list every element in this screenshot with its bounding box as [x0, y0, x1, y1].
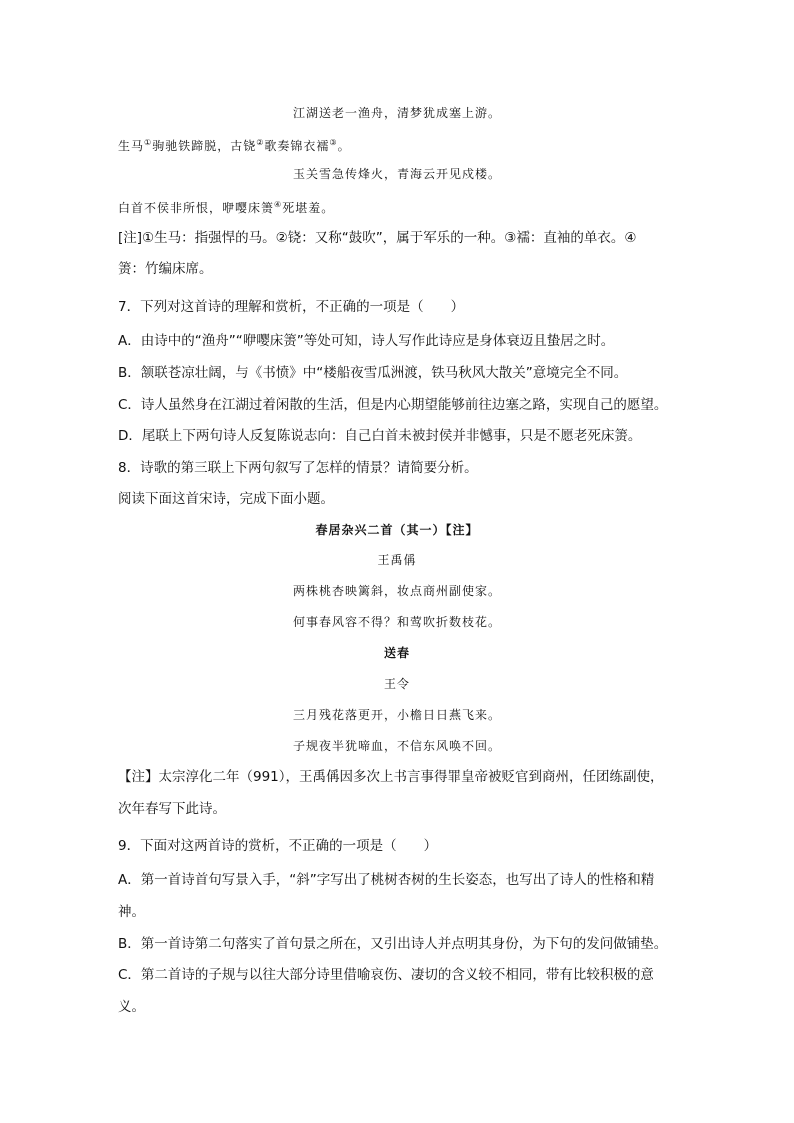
q7-option-b: B．颔联苍凉壮阔，与《书愤》中“楼船夜雪瓜洲渡，铁马秋风大散关”意境完全不同。 [118, 365, 628, 381]
poem1-author: 王禹偁 [377, 553, 417, 567]
question-9: 9．下面对这两首诗的赏析，不正确的一项是（ ） [118, 838, 438, 854]
q9-option-c-line2: 义。 [118, 999, 145, 1015]
note2-line-2: 次年春写下此诗。 [118, 801, 226, 817]
poem1-title: 春居杂兴二首（其一）【注】 [315, 523, 479, 537]
poem2-author: 王令 [383, 677, 410, 691]
poem-line-2: 生马①驹驰铁蹄脱，古铙②歌奏锦衣襦③。 [118, 138, 351, 153]
note2-line-1: 【注】太宗淳化二年（991），王禹偁因多次上书言事得罪皇帝被贬官到商州，任团练副使， [118, 769, 664, 785]
note-line-1: [注]①生马：指强悍的马。②铙：又称“鼓吹”，属于军乐的一种。③襦：直袖的单衣。④ [118, 230, 637, 246]
q7-option-a: A．由诗中的“渔舟”“咿嘤床箦”等处可知，诗人写作此诗应是身体衰迈且蛰居之时。 [118, 333, 615, 349]
poem2-title: 送春 [383, 646, 410, 660]
q7-option-d: D．尾联上下两句诗人反复陈说志向：自己白首未被封侯并非憾事，只是不愿老死床箦。 [118, 428, 642, 444]
poem2-line-1: 三月残花落更开，小檐日日燕飞来。 [292, 708, 501, 722]
q9-option-b: B．第一首诗第二句落实了首句景之所在，又引出诗人并点明其身份，为下句的发问做铺垫。 [118, 936, 668, 952]
poem1-line-2: 何事春风容不得？和莺吹折数枝花。 [292, 615, 501, 629]
q9-option-a-line1: A．第一首诗首句写景入手，“斜”字写出了桃树杏树的生长姿态，也写出了诗人的性格和精 [118, 872, 655, 888]
reading-instruction: 阅读下面这首宋诗，完成下面小题。 [118, 491, 334, 507]
poem-line-3: 玉关雪急传烽火，青海云开见戍楼。 [292, 167, 501, 181]
q9-option-a-line2: 神。 [118, 904, 145, 920]
poem1-line-1: 两株桃杏映篱斜，妆点商州副使家。 [292, 584, 501, 598]
q7-option-c: C．诗人虽然身在江湖过着闲散的生活，但是内心期望能够前往边塞之路，实现自己的愿望。 [118, 397, 668, 413]
note-line-2: 箦：竹编床席。 [118, 261, 213, 277]
q9-option-c-line1: C．第二首诗的子规与以往大部分诗里借喻哀伤、凄切的含义较不相同，带有比较积极的意 [118, 967, 654, 983]
poem2-line-2: 子规夜半犹啼血，不信东风唤不回。 [292, 739, 501, 753]
question-8: 8．诗歌的第三联上下两句叙写了怎样的情景？请简要分析。 [118, 460, 478, 476]
poem-line-4: 白首不侯非所恨，咿嘤床箦④死堪羞。 [118, 200, 335, 215]
question-7: 7．下列对这首诗的理解和赏析，不正确的一项是（ ） [118, 299, 465, 315]
poem-line-1: 江湖送老一渔舟，清梦犹成塞上游。 [292, 106, 501, 120]
